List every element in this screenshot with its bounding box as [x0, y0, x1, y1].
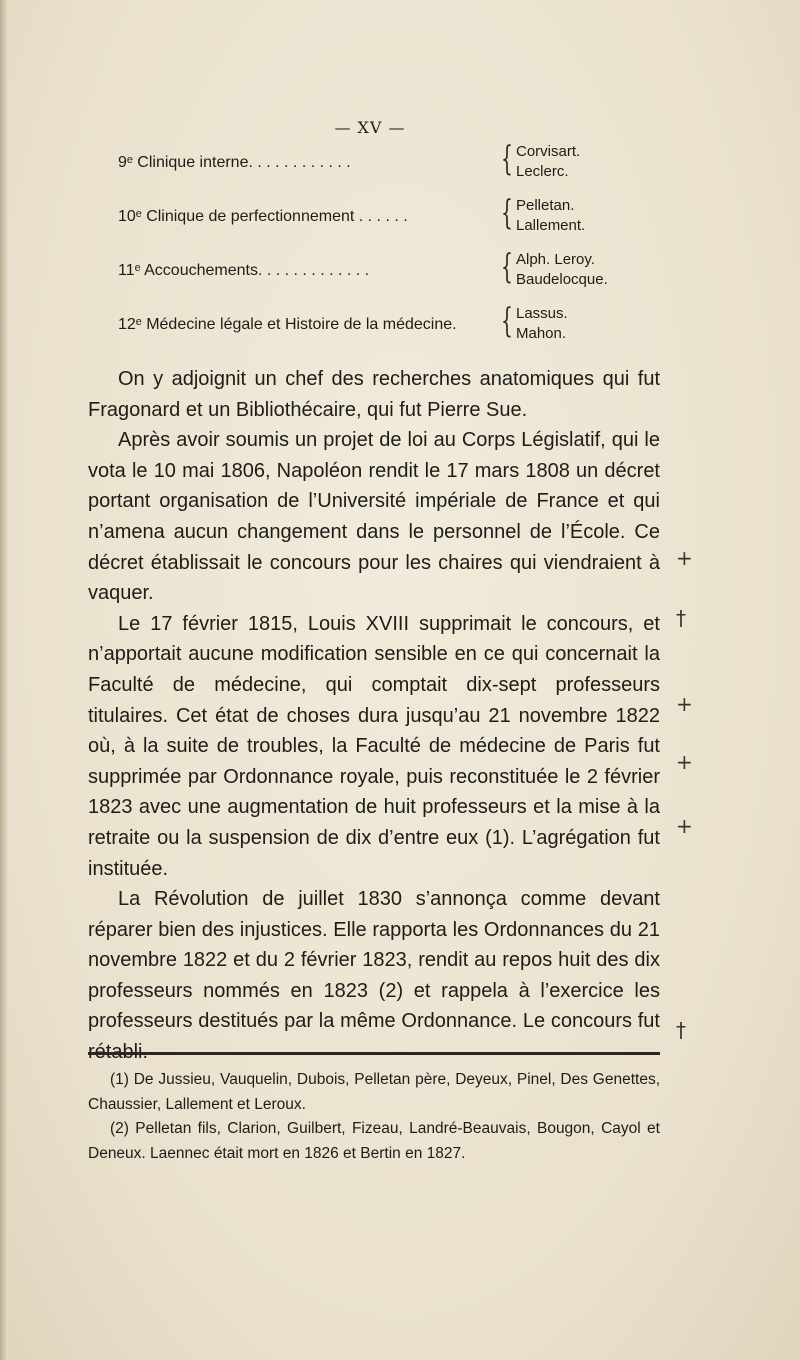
professor-list: [516, 142, 580, 182]
professor-name: Pelletan.: [516, 197, 575, 214]
professor-list: [516, 304, 568, 344]
course-entry-11: [118, 248, 678, 292]
footnote-separator: [88, 1052, 660, 1055]
professor-name: Lallement.: [516, 217, 586, 234]
margin-cross-mark: +: [676, 546, 693, 570]
body-text: [88, 364, 660, 1068]
page-number: — XV —: [334, 118, 406, 137]
course-name: 10ᵉ Clinique de perfectionnement . . . . . .: [118, 208, 408, 225]
margin-dagger-mark: †: [676, 1018, 686, 1042]
margin-cross-mark: +: [676, 750, 693, 774]
paragraph: Après avoir soumis un projet de loi au Corps Législatif, qui le vota le 10 mai 1806, Napoléon rendit le 17 mars 1808 un décret portant organisation de l’Université impériale de France et qui n’amena aucun changement dans le personnel de l’École. Ce décret établissait le concours pour les chaires qui viendraient à vaquer.: [88, 429, 660, 605]
course-name: 11ᵉ Accouchements. . . . . . . . . . . . .: [118, 262, 370, 279]
page-spine-shadow: [0, 0, 8, 1360]
brace-glyph: {: [501, 301, 513, 341]
professor-name: Baudelocque.: [516, 271, 608, 288]
course-name: 9ᵉ Clinique interne. . . . . . . . . . . .: [118, 154, 351, 171]
course-entry-12: [118, 302, 678, 346]
course-entry-10: [118, 194, 678, 238]
brace-glyph: {: [501, 247, 513, 287]
professor-name: Lassus.: [516, 305, 568, 322]
paragraph: On y adjoignit un chef des recherches anatomiques qui fut Fragonard et un Bibliothécaire, qui fut Pierre Sue.: [88, 368, 660, 421]
margin-cross-mark: +: [676, 814, 693, 838]
brace-glyph: {: [501, 139, 513, 179]
course-entry-9: [118, 140, 678, 184]
footnotes: [88, 1068, 660, 1166]
professor-name: Mahon.: [516, 325, 567, 342]
paragraph: Le 17 février 1815, Louis XVIII supprimait le concours, et n’apportait aucune modification sensible en ce qui concernait la Faculté de médecine, qui comptait dix-sept professeurs titulaires. Cet état de choses dura jusqu’au 21 novembre 1822 où, à la suite de troubles, la Faculté de médecine de Paris fut supprimée par Ordonnance royale, puis reconstituée le 2 février 1823 avec une augmentation de huit professeurs et la mise à la retraite ou la suspension de dix d’entre eux (1). L’agrégation fut instituée.: [88, 612, 660, 880]
margin-cross-mark: +: [676, 692, 693, 716]
brace-glyph: {: [501, 193, 513, 233]
footnote: (2) Pelletan fils, Clarion, Guilbert, Fizeau, Landré-Beauvais, Bougon, Cayol et Deneux. Laennec était mort en 1826 et Bertin en 1827.: [88, 1120, 660, 1162]
course-name: 12ᵉ Médecine légale et Histoire de la médecine.: [118, 316, 457, 333]
professor-list: [516, 250, 608, 290]
professor-name: Alph. Leroy.: [516, 251, 595, 268]
margin-dagger-mark: †: [676, 606, 686, 630]
professor-name: Leclerc.: [516, 163, 569, 180]
professor-name: Corvisart.: [516, 143, 581, 160]
paragraph: La Révolution de juillet 1830 s’annonça comme devant réparer bien des injustices. Elle rapporta les Ordonnances du 21 novembre 1822 et du 2 février 1823, rendit au repos huit des dix professeurs nommés en 1823 (2) et rappela à l’exercice les professeurs destitués par la même Ordonnance. Le concours fut: [88, 888, 660, 1033]
professor-list: [516, 196, 585, 236]
footnote: (1) De Jussieu, Vauquelin, Dubois, Pelletan père, Deyeux, Pinel, Des Genettes, Chaussier, Lallement et Leroux.: [88, 1071, 660, 1113]
